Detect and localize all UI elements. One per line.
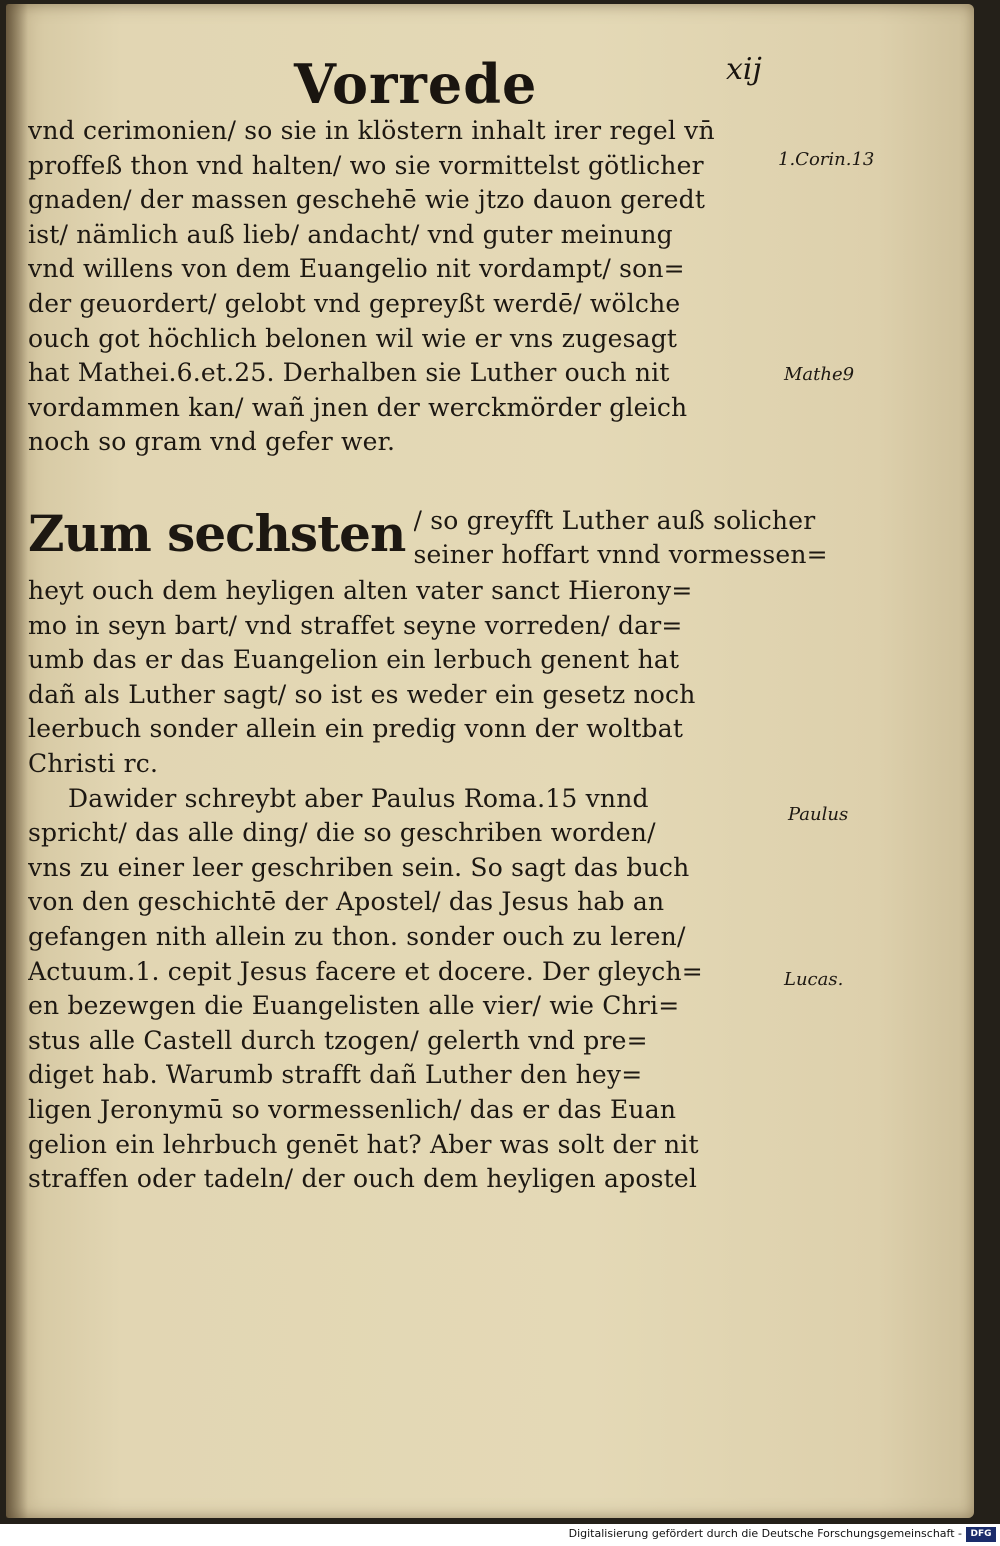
text-line: Actuum.1. cepit Jesus facere et docere. Der gleych= xyxy=(28,956,703,986)
text-line: umb das er das Euangelion ein lerbuch genent hat xyxy=(28,645,680,675)
page-gutter-shadow xyxy=(6,4,28,1518)
initial-word: Zum sechsten xyxy=(28,504,406,563)
funding-credit: Digitalisierung gefördert durch die Deutsche Forschungsgemeinschaft - xyxy=(568,1527,962,1540)
text-line: seiner hoffart vnnd vormessen= xyxy=(413,540,828,569)
margin-note-matthew: Mathe9 xyxy=(784,364,855,385)
text-line: Christi rc. xyxy=(28,748,159,778)
text-line: von den geschichtē der Apostel/ das Jesus hab an xyxy=(28,887,665,917)
running-title: Vorrede xyxy=(294,52,538,116)
text-line: gelion ein lehrbuch genēt hat? Aber was solt der nit xyxy=(28,1129,699,1159)
text-line: vnd willens von dem Euangelio nit vordampt/ son= xyxy=(28,254,685,284)
page-header xyxy=(6,4,974,114)
book-page xyxy=(6,4,974,1518)
dfg-logo: DFG xyxy=(966,1527,996,1542)
text-line: gefangen nith allein zu thon. sonder ouch zu leren/ xyxy=(28,921,686,951)
text-line: spricht/ das alle ding/ die so geschriben worden/ xyxy=(28,818,656,848)
text-line: leerbuch sonder allein ein predig vonn der woltbat xyxy=(28,714,684,744)
text-line: vordammen kan/ wañ jnen der werckmörder gleich xyxy=(28,392,688,422)
text-line: gnaden/ der massen geschehē wie jtzo dauon geredt xyxy=(28,185,706,215)
opening-lines xyxy=(414,504,828,572)
text-line: proffeß thon vnd halten/ wo sie vormittelst götlicher xyxy=(28,150,704,180)
margin-note-lucas: Lucas. xyxy=(784,969,844,990)
text-line: diget hab. Warumb strafft dañ Luther den hey= xyxy=(28,1060,643,1090)
footer-bar xyxy=(0,1524,1000,1546)
text-line: ist/ nämlich auß lieb/ andacht/ vnd guter meinung xyxy=(28,219,673,249)
text-line: / so greyfft Luther auß solicher xyxy=(413,506,816,535)
text-line: heyt ouch dem heyligen alten vater sanct Hierony= xyxy=(28,576,693,605)
text-line: hat Mathei.6.et.25. Derhalben sie Luther ouch nit xyxy=(28,358,670,388)
margin-note-paulus: Paulus xyxy=(788,804,849,825)
margin-note-corinthians: 1.Corin.13 xyxy=(778,149,875,170)
paragraph-2-opening xyxy=(28,504,828,574)
text-line: der geuordert/ gelobt vnd gepreyßt werdē/ wölche xyxy=(28,288,681,318)
text-line: noch so gram vnd gefer wer. xyxy=(28,427,396,457)
text-line: dañ als Luther sagt/ so ist es weder ein gesetz noch xyxy=(28,679,696,709)
text-line: straffen oder tadeln/ der ouch dem heyligen apostel xyxy=(28,1164,698,1194)
text-line: Dawider schreybt aber Paulus Roma.15 vnnd xyxy=(68,783,649,813)
text-line: en bezewgen die Euangelisten alle vier/ wie Chri= xyxy=(28,991,680,1021)
text-line: vnd cerimonien/ so sie in klöstern inhalt irer regel vn̄ xyxy=(28,116,715,145)
paragraph-1 xyxy=(28,114,768,460)
text-line: stus alle Castell durch tzogen/ gelerth vnd pre= xyxy=(28,1025,648,1055)
text-line: ouch got höchlich belonen wil wie er vns zugesagt xyxy=(28,323,678,353)
text-line: mo in seyn bart/ vnd straffet seyne vorreden/ dar= xyxy=(28,610,683,640)
folio-number: xij xyxy=(726,52,762,87)
text-line: vns zu einer leer geschriben sein. So sagt das buch xyxy=(28,852,690,882)
text-line: ligen Jeronymū so vormessenlich/ das er das Euan xyxy=(28,1094,677,1124)
